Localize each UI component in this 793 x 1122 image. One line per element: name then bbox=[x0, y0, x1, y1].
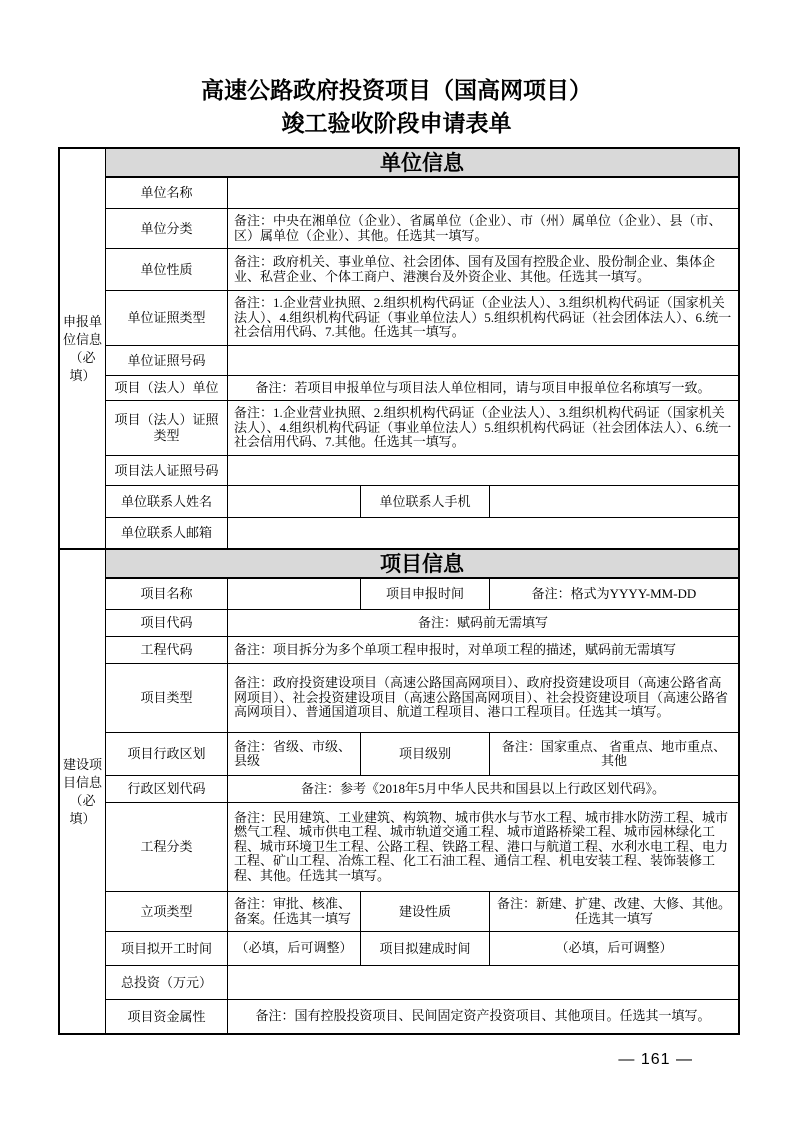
row-project-legal-license-type bbox=[106, 401, 738, 456]
unit-info-section bbox=[60, 149, 738, 550]
admin-division-code-label: 行政区划代码 bbox=[106, 776, 228, 802]
project-code-note: 备注：赋码前无需填写 bbox=[417, 614, 548, 630]
planned-finish-label: 项目拟建成时间 bbox=[360, 932, 490, 965]
row-project-type bbox=[106, 664, 738, 733]
project-legal-license-type-note: 备注：1.企业营业执照、2.组织机构代码证（企业法人）、3.组织机构代码证（国家机关法人）、4.组织机构代码证（事业单位法人）5.组织机构代码证（社会团体法人）、6.统一社会信用代码、7.其他。任选其一填写。 bbox=[234, 405, 732, 450]
project-section-header: 项目信息 bbox=[106, 550, 738, 579]
unit-category-note: 备注：中央在湘单位（企业）、省属单位（企业）、市（州）属单位（企业）、县（市、区）属单位（企业）、其他。任选其一填写。 bbox=[234, 213, 722, 243]
unit-section-body bbox=[106, 149, 738, 548]
total-investment-value bbox=[228, 966, 738, 999]
unit-name-label: 单位名称 bbox=[106, 178, 228, 208]
row-engineering-classification bbox=[106, 803, 738, 892]
contact-phone-value bbox=[490, 486, 738, 517]
project-legal-license-type-label: 项目（法人）证照类型 bbox=[106, 401, 228, 455]
admin-division-note: 备注：省级、市级、县级 bbox=[234, 738, 352, 768]
row-unit-license-type bbox=[106, 291, 738, 346]
contact-phone-label: 单位联系人手机 bbox=[360, 486, 490, 517]
row-contact-email bbox=[106, 518, 738, 548]
project-level-note: 备注：国家重点、 省重点、地市重点、其他 bbox=[501, 738, 727, 768]
contact-email-value bbox=[228, 518, 738, 548]
document-title-line2: 竣工验收阶段申请表单 bbox=[281, 111, 512, 136]
contact-email-label: 单位联系人邮箱 bbox=[106, 518, 228, 548]
unit-name-value bbox=[228, 178, 738, 208]
row-total-investment bbox=[106, 966, 738, 1000]
engineering-code-note: 备注：项目拆分为多个单项工程申报时，对单项工程的描述，赋码前无需填写 bbox=[234, 641, 677, 657]
construction-nature-label: 建设性质 bbox=[360, 892, 490, 931]
row-engineering-code bbox=[106, 637, 738, 664]
project-declare-time-label: 项目申报时间 bbox=[360, 579, 490, 609]
project-declare-time-note: 备注：格式为YYYY-MM-DD bbox=[531, 585, 697, 601]
unit-category-label: 单位分类 bbox=[106, 209, 228, 248]
engineering-classification-note: 备注：民用建筑、工业建筑、构筑物、城市供水与节水工程、城市排水防涝工程、城市燃气工程、城市供电工程、城市轨道交通工程、城市道路桥梁工程、城市园林绿化工程、城市环境卫生工程、公路工程、铁路工程、港口与航道工程、水利水电工程、电力工程、矿山工程、冶炼工程、化工石油工程、通信工程、机电安装工程、装饰装修工程、其他。任选其一填写。 bbox=[234, 809, 729, 883]
row-project-legal-unit bbox=[106, 376, 738, 401]
project-type-note: 备注：政府投资建设项目（高速公路国高网项目）、政府投资建设项目（高速公路省高网项目）、社会投资建设项目（高速公路国高网项目）、社会投资建设项目（高速公路省高网项目）、普通国道项目、航道工程项目、港口工程项目。任选其一填写。 bbox=[234, 675, 729, 720]
project-code-label: 项目代码 bbox=[106, 610, 228, 636]
row-planned-start bbox=[106, 932, 738, 966]
project-name-label: 项目名称 bbox=[106, 579, 228, 609]
planned-start-note: （必填，后可调整） bbox=[235, 940, 353, 956]
project-legal-license-number-value bbox=[228, 456, 738, 485]
row-unit-name bbox=[106, 178, 738, 209]
document-title-line1: 高速公路政府投资项目（国高网项目） bbox=[201, 78, 592, 103]
unit-section-sidebar-label: 申报单位信息（必填） bbox=[60, 149, 106, 548]
unit-nature-note: 备注：政府机关、事业单位、社会团体、国有及国有控股企业、股份制企业、集体企业、私营企业、个体工商户、港澳台及外资企业、其他。任选其一填写。 bbox=[234, 254, 716, 284]
admin-division-code-note: 备注：参考《2018年5月中华人民共和国县以上行政区划代码》。 bbox=[300, 780, 665, 796]
application-form-table bbox=[58, 147, 740, 1035]
row-contact-name bbox=[106, 486, 738, 518]
unit-license-type-label: 单位证照类型 bbox=[106, 291, 228, 345]
row-fund-attribute bbox=[106, 1000, 738, 1033]
approval-type-label: 立项类型 bbox=[106, 892, 228, 931]
contact-name-label: 单位联系人姓名 bbox=[106, 486, 228, 517]
unit-license-number-label: 单位证照号码 bbox=[106, 346, 228, 375]
project-legal-license-number-label: 项目法人证照号码 bbox=[106, 456, 228, 485]
row-project-name bbox=[106, 579, 738, 610]
row-admin-division bbox=[106, 733, 738, 776]
row-unit-license-number bbox=[106, 346, 738, 376]
project-type-label: 项目类型 bbox=[106, 664, 228, 732]
planned-start-label: 项目拟开工时间 bbox=[106, 932, 228, 965]
project-legal-unit-label: 项目（法人）单位 bbox=[106, 376, 228, 400]
unit-nature-label: 单位性质 bbox=[106, 249, 228, 290]
row-admin-division-code bbox=[106, 776, 738, 803]
row-project-code bbox=[106, 610, 738, 637]
project-legal-unit-note: 备注：若项目申报单位与项目法人单位相同，请与项目申报单位名称填写一致。 bbox=[255, 379, 711, 395]
project-section-body bbox=[106, 550, 738, 1033]
contact-name-value bbox=[228, 486, 360, 517]
fund-attribute-label: 项目资金属性 bbox=[106, 1000, 228, 1033]
planned-finish-note: （必填，后可调整） bbox=[555, 940, 673, 956]
engineering-code-label: 工程代码 bbox=[106, 637, 228, 663]
project-info-section bbox=[60, 550, 738, 1033]
admin-division-label: 项目行政区划 bbox=[106, 733, 228, 775]
row-unit-category bbox=[106, 209, 738, 249]
fund-attribute-note: 备注：国有控股投资项目、民间固定资产投资项目、其他项目。任选其一填写。 bbox=[255, 1008, 711, 1024]
project-name-value bbox=[228, 579, 360, 609]
construction-nature-note: 备注：新建、扩建、改建、大修、其他。任选其一填写 bbox=[496, 896, 731, 926]
approval-type-note: 备注：审批、核准、备案。任选其一填写 bbox=[234, 896, 352, 926]
unit-license-type-note: 备注：1.企业营业执照、2.组织机构代码证（企业法人）、3.组织机构代码证（国家机关法人）、4.组织机构代码证（事业单位法人）5.组织机构代码证（社会团体法人）、6.统一社会信用代码、7.其他。任选其一填写。 bbox=[234, 295, 732, 340]
total-investment-label: 总投资（万元） bbox=[106, 966, 228, 999]
unit-license-number-value bbox=[228, 346, 738, 375]
row-approval-type bbox=[106, 892, 738, 932]
engineering-classification-label: 工程分类 bbox=[106, 803, 228, 891]
row-project-legal-license-number bbox=[106, 456, 738, 486]
project-section-sidebar-label: 建设项目信息（必填） bbox=[60, 550, 106, 1033]
document-title bbox=[0, 74, 793, 140]
page-number: — 161 — bbox=[618, 1051, 693, 1068]
unit-section-header: 单位信息 bbox=[106, 149, 738, 178]
project-level-label: 项目级别 bbox=[360, 733, 490, 775]
row-unit-nature bbox=[106, 249, 738, 291]
